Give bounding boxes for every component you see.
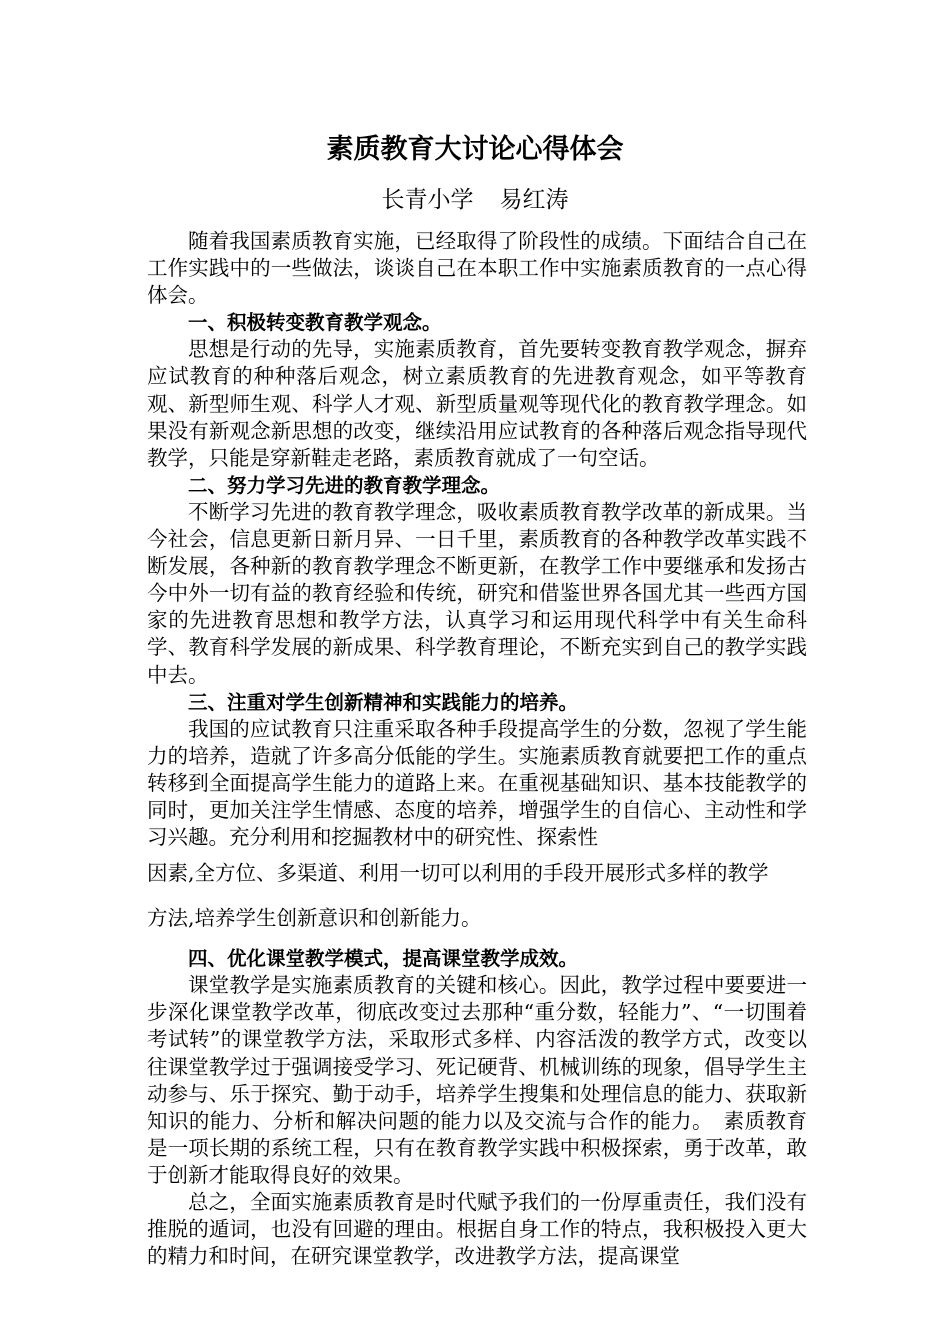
section-2-paragraph: 不断学习先进的教育教学理念，吸收素质教育教学改革的新成果。当今社会，信息更新日新月异、一日千里，素质教育的各种教学改革实践不断发展，各种新的教育教学理念不断更新，在教学工作中要继承和发扬古今中外一切有益的教育经验和传统，研究和借鉴世界各国尤其一些西方国家的先进教育思想和教学方法，认真学习和运用现代科学中有关生命科学、教育科学发展的新成果、科学教育理论，不断充实到自己的教学实践中去。 xyxy=(147,499,807,687)
document-title: 素质教育大讨论心得体会 xyxy=(326,134,624,165)
section-4-paragraph: 课堂教学是实施素质教育的关键和核心。因此，教学过程中要要进一步深化课堂教学改革，彻底改变过去那种“重分数，轻能力”、“一切围着考试转”的课堂教学方法，采取形式多样、内容活泼的教学方式，改变以往课堂教学过于强调接受学习、死记硬背、机械训练的现象，倡导学生主动参与、乐于探究、勤于动手，培养学生搜集和处理信息的能力、获取新知识的能力、分析和解决问题的能力以及交流与合作的能力。 素质教育是一项长期的系统工程，只有在教育教学实践中积极探索，勇于改革，敢于创新才能取得良好的效果。 xyxy=(147,973,807,1187)
section-1-paragraph: 思想是行动的先导，实施素质教育，首先要转变教育教学观念，摒弃应试教育的种种落后观念，树立素质教育的先进教育观念，如平等教育观、新型师生观、科学人才观、新型质量观等现代化的教育教学理念。如果没有新观念新思想的改变，继续沿用应试教育的各种落后观念指导现代教学，只能是穿新鞋走老路，素质教育就成了一句空话。 xyxy=(147,337,807,470)
section-3-paragraph: 我国的应试教育只注重采取各种手段提高学生的分数，忽视了学生能力的培养，造就了许多高分低能的学生。实施素质教育就要把工作的重点转移到全面提高学生能力的道路上来。在重视基础知识、基本技能教学的同时，更加关注学生情感、态度的培养，增强学生的自信心、主动性和学习兴趣。充分利用和挖掘教材中的研究性、探索性 xyxy=(147,716,807,850)
section-3-line-2: 因素,全方位、多渠道、利用一切可以利用的手段开展形式多样的教学 xyxy=(147,861,769,886)
document-body xyxy=(147,228,807,1270)
conclusion-paragraph: 总之，全面实施素质教育是时代赋予我们的一份厚重责任，我们没有推脱的遁词，也没有回避的理由。根据自身工作的特点，我积极投入更大的精力和时间，在研究课堂教学，改进教学方法，提高课堂 xyxy=(147,1190,807,1269)
section-4-heading: 四、优化课堂教学模式，提高课堂教学成效。 xyxy=(188,947,579,971)
byline xyxy=(0,185,950,215)
section-3-heading: 三、注重对学生创新精神和实践能力的培养。 xyxy=(188,690,579,714)
section-2-heading: 二、努力学习先进的教育教学理念。 xyxy=(188,473,501,497)
author-name: 易红涛 xyxy=(499,187,569,213)
school-name: 长青小学 xyxy=(381,187,474,213)
section-1-heading: 一、积极转变教育教学观念。 xyxy=(188,311,442,335)
intro-paragraph: 随着我国素质教育实施，已经取得了阶段性的成绩。下面结合自己在工作实践中的一些做法，谈谈自己在本职工作中实施素质教育的一点心得体会。 xyxy=(147,229,807,308)
section-3-line-3: 方法,培养学生创新意识和创新能力。 xyxy=(147,906,482,931)
